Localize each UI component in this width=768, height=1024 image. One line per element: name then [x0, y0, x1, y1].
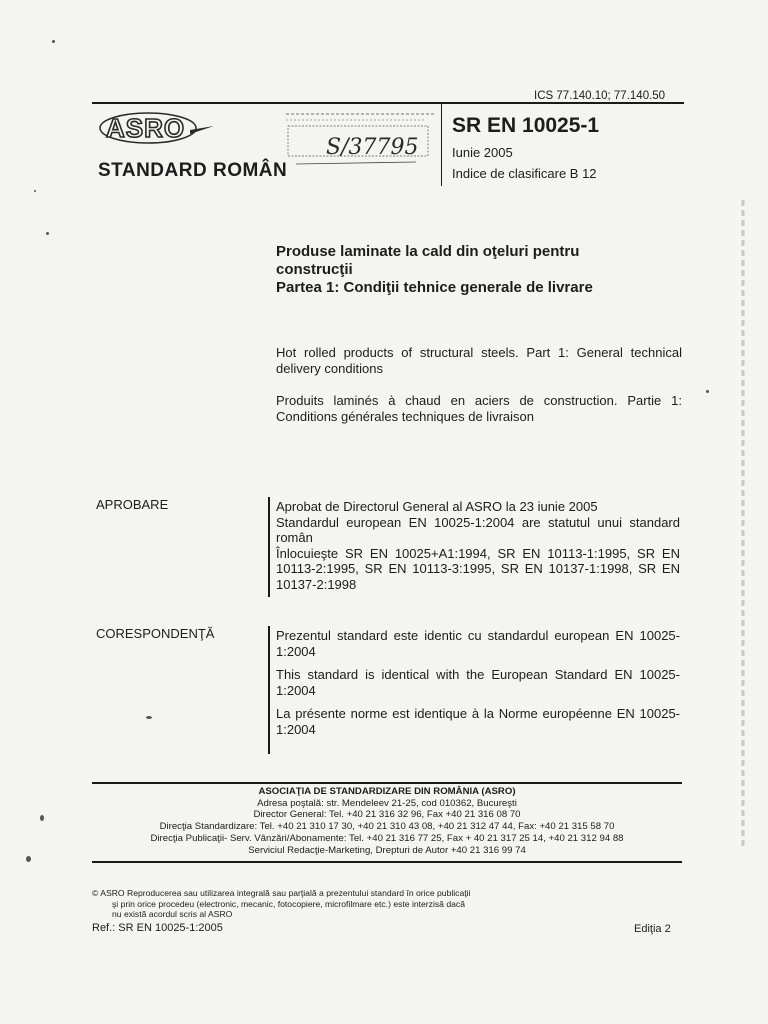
aprobare-p1: Aprobat de Directorul General al ASRO la 23 iunie 2005 — [276, 499, 598, 514]
title-ro-line2: construcţii — [276, 261, 353, 278]
title-romanian — [276, 243, 682, 297]
logo-text: ASRO — [106, 113, 186, 143]
header-vertical-rule — [441, 102, 442, 186]
document-reference: Ref.: SR EN 10025-1:2005 — [92, 922, 223, 934]
scan-speck — [146, 716, 152, 719]
corespondenta-bar — [268, 626, 270, 754]
aprobare-bar — [268, 497, 270, 597]
aprobare-p3: Înlocuieşte SR EN 10025+A1:1994, SR EN 10113-1:1995, SR EN 10113-2:1995, SR EN 10113-3:1995, SR EN 10137-1:1998, SR EN 10137-2:1998 — [276, 545, 680, 592]
asro-logo — [98, 108, 216, 148]
scan-speck — [26, 856, 31, 862]
title-french: Produits laminés à chaud en aciers de construction. Partie 1: Conditions générales techniques de livraison — [276, 393, 682, 424]
corespondenta-p1: Prezentul standard este identic cu standardul european EN 10025-1:2004 — [276, 628, 680, 659]
scan-speck — [46, 232, 49, 235]
footer-org-name: ASOCIAŢIA DE STANDARDIZARE DIN ROMÂNIA (ASRO) — [258, 786, 516, 797]
registration-stamp — [286, 104, 434, 174]
footer-address: Adresa poştală: str. Mendeleev 21-25, cod 010362, Bucureşti — [257, 797, 517, 809]
scan-speck — [706, 390, 709, 393]
copyright-line3: nu există acordul scris al ASRO — [112, 909, 233, 919]
scan-speck — [40, 815, 44, 821]
title-english: Hot rolled products of structural steels. Part 1: General technical delivery conditions — [276, 345, 682, 376]
copyright-notice — [92, 888, 612, 920]
footer-director: Director General: Tel. +40 21 316 32 96, Fax +40 21 316 08 70 — [253, 809, 521, 821]
aprobare-p2: Standardul european EN 10025-1:2004 are statutul unui standard român — [276, 514, 680, 545]
footer-marketing: Serviciul Redacţie-Marketing, Drepturi de Autor +40 21 316 99 74 — [248, 844, 526, 856]
copyright-line2: şi prin orice procedeu (electronic, mecanic, fotocopiere, microfilmare etc.) este interzisă dacă — [112, 898, 465, 909]
stamp-handwritten-number: S/37795 — [326, 135, 419, 160]
copyright-line1: © ASRO Reproducerea sau utilizarea integrală sau parţială a prezentului standard în orice publicaţii — [92, 888, 471, 898]
aprobare-text — [276, 499, 680, 592]
footer-standardization: Direcţia Standardizare: Tel. +40 21 310 17 30, +40 21 310 43 08, +40 21 312 47 44, Fax: +40 21 315 58 70 — [159, 821, 615, 833]
publication-date: Iunie 2005 — [452, 145, 513, 160]
edition-label: Ediţia 2 — [634, 923, 671, 935]
standard-roman-label: STANDARD ROMÂN — [98, 160, 288, 181]
corespondenta-p3: La présente norme est identique à la Norme européenne EN 10025-1:2004 — [276, 706, 680, 737]
title-ro-line1: Produse laminate la cald din oţeluri pentru — [276, 243, 580, 260]
corespondenta-p2: This standard is identical with the European Standard EN 10025-1:2004 — [276, 667, 680, 698]
ics-code: ICS 77.140.10; 77.140.50 — [534, 90, 666, 102]
footer-publications: Direcţia Publicaţii- Serv. Vânzări/Abonamente: Tel. +40 21 316 77 25, Fax + 40 21 317 25 14, +40 21 312 94 88 — [150, 832, 624, 844]
footer-top-rule — [92, 782, 682, 784]
title-ro-line3: Partea 1: Condiţii tehnice generale de livrare — [276, 279, 593, 296]
aprobare-label: APROBARE — [96, 497, 169, 512]
standard-number: SR EN 10025-1 — [452, 114, 600, 137]
asro-contact-block — [94, 786, 680, 856]
classification-index: Indice de clasificare B 12 — [452, 166, 597, 181]
side-watermark-strip — [736, 200, 750, 850]
scan-speck — [34, 190, 36, 192]
scan-speck — [52, 40, 55, 43]
corespondenta-label: CORESPONDENŢĂ — [96, 626, 215, 641]
corespondenta-text — [276, 628, 680, 745]
footer-bottom-rule — [92, 861, 682, 863]
